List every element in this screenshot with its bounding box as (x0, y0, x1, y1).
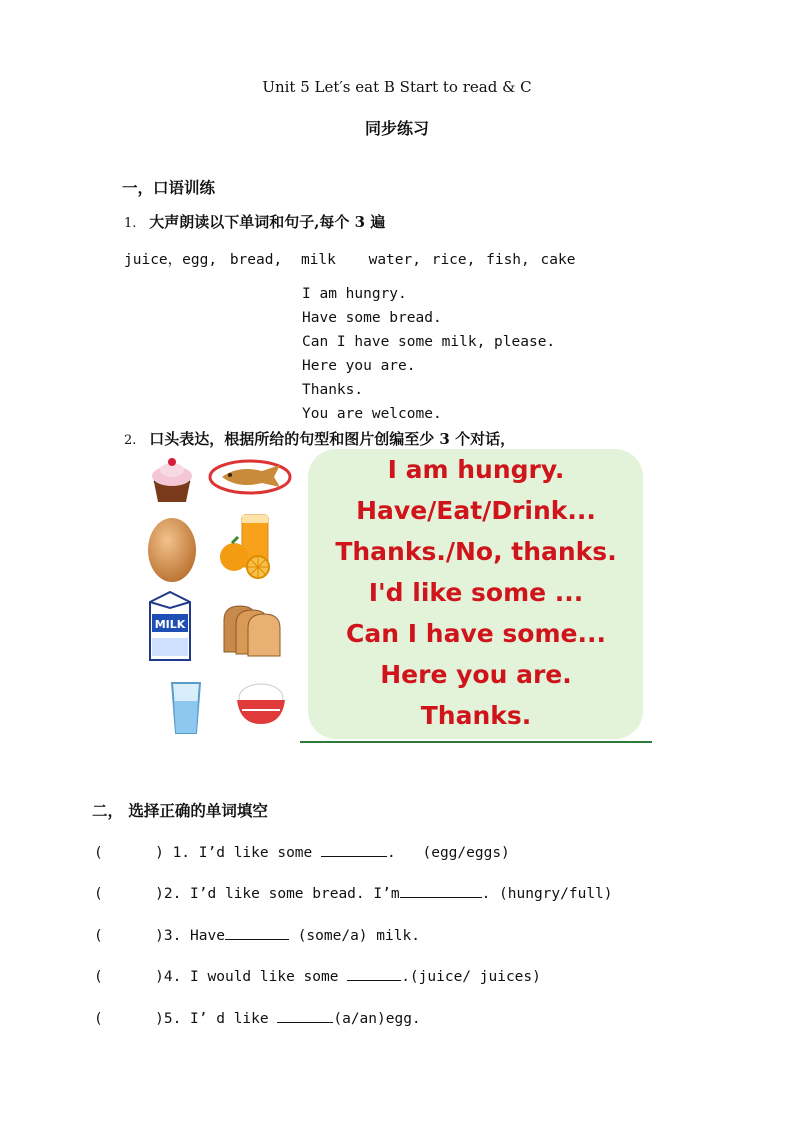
pattern-line: I'd like some ... (368, 578, 584, 607)
answer-blank[interactable] (347, 966, 401, 981)
word: milk (300, 252, 336, 268)
question-text: I’ d like (190, 1011, 269, 1027)
section2-heading: 二， 选择正确的单词填空 (92, 801, 268, 820)
sentence-list (302, 282, 555, 426)
question-text: I’d like some bread. I’m (190, 886, 400, 902)
word: fish, (486, 252, 530, 268)
word-list (124, 248, 575, 269)
item1-text: 大声朗读以下单词和句子,每个 3 遍 (149, 213, 386, 231)
answer-paren[interactable]: ( ) (94, 886, 164, 902)
section1-heading: 一，口语训练 (122, 178, 216, 197)
pattern-line: Can I have some... (346, 619, 606, 648)
answer-paren[interactable]: ( ) (94, 928, 164, 944)
sentence: I am hungry. (302, 286, 407, 302)
worksheet-subtitle: 同步练习 (364, 119, 429, 138)
question-row (94, 966, 541, 985)
word: water, (368, 252, 421, 268)
answer-paren[interactable]: ( ) (94, 845, 164, 861)
question-row (94, 925, 420, 944)
fish-icon (208, 459, 292, 495)
water-icon (166, 679, 206, 737)
item2-number: 2. (124, 433, 137, 448)
juice-icon (218, 511, 278, 579)
question-options: (egg/eggs) (422, 845, 510, 861)
question-text: I’d like some (198, 845, 313, 861)
question-options: (juice/ juices) (409, 969, 541, 985)
answer-blank[interactable] (277, 1008, 333, 1023)
answer-blank[interactable] (321, 842, 387, 857)
question-row (94, 842, 510, 861)
question-text: Have (190, 928, 225, 944)
word: juice，egg, (124, 252, 218, 268)
pattern-line: Have/Eat/Drink... (356, 496, 596, 525)
question-row (94, 883, 613, 902)
answer-blank[interactable] (400, 883, 482, 898)
question-end: . (401, 969, 410, 985)
worksheet-title: Unit 5 Let′s eat B Start to read & C (262, 78, 532, 96)
item1-number: 1. (124, 216, 137, 231)
answer-paren[interactable]: ( ) (94, 969, 164, 985)
milk-carton-label: MILK (154, 618, 186, 631)
sentence: Have some bread. (302, 310, 442, 326)
milk-icon (144, 588, 196, 664)
sentence: Here you are. (302, 358, 416, 374)
question-end: . (481, 886, 491, 902)
item2 (124, 428, 515, 449)
item2-text: 口头表达，根据所给的句型和图片创编至少 3 个对话， (149, 430, 516, 448)
answer-paren[interactable]: ( ) (94, 1011, 164, 1027)
sentence: Can I have some milk, please. (302, 334, 556, 350)
box-underline (300, 741, 652, 743)
word: rice, (431, 252, 476, 268)
question-number: 2. (163, 886, 182, 902)
sentence: You are welcome. (302, 406, 442, 422)
question-number: 4. (163, 969, 182, 985)
pattern-line: Thanks./No, thanks. (335, 537, 617, 566)
question-options: (hungry/full) (499, 886, 613, 902)
bread-icon (220, 600, 290, 658)
answer-blank[interactable] (225, 925, 289, 940)
rice-icon (234, 680, 288, 726)
pattern-line: Thanks. (420, 701, 532, 730)
question-options: (some/a) milk. (297, 928, 420, 944)
question-options: (a/an)egg. (333, 1011, 421, 1027)
word: cake (540, 252, 576, 268)
egg-icon (146, 510, 198, 584)
question-end: . (387, 845, 396, 861)
question-number: 5. (163, 1011, 182, 1027)
question-number: 3. (163, 928, 182, 944)
item1 (124, 211, 385, 232)
word: bread, (229, 252, 283, 268)
cake-icon (146, 452, 198, 504)
question-row (94, 1008, 421, 1027)
sentence: Thanks. (302, 382, 364, 398)
question-text: I would like some (190, 969, 339, 985)
question-number: 1. (172, 845, 191, 861)
pattern-line: I am hungry. (387, 455, 565, 484)
pattern-line: Here you are. (380, 660, 572, 689)
